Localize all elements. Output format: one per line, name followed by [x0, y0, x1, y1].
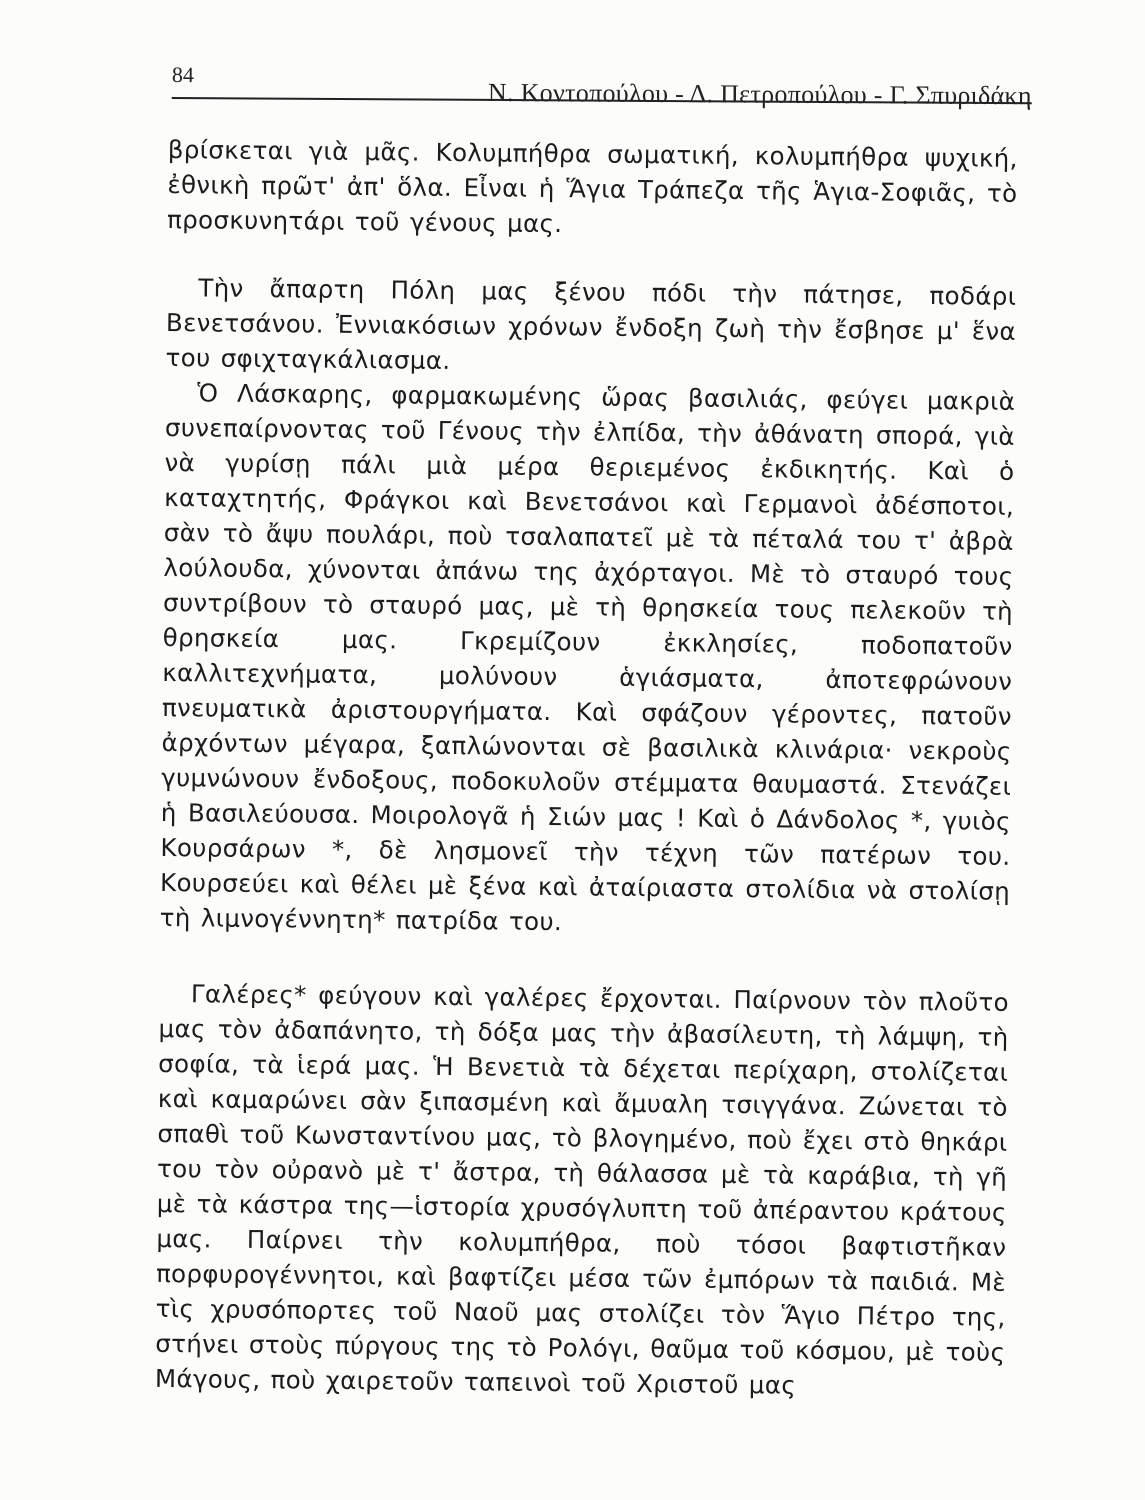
- running-head-authors: Ν. Κοντοπούλου - Δ. Πετροπούλου - Γ. Σπυριδάκη: [487, 77, 1032, 111]
- page-number: 84: [171, 61, 194, 88]
- paragraph-galleys: Γαλέρες* φεύγουν καὶ γαλέρες ἔρχονται. Παίρνουν τὸν πλοῦτο μας τὸν ἀδαπάνητο, τὴ δόξα μας τὴν ἀβασίλευτη, τὴ λάμψη, τὴ σοφία, τὰ ἱερά μας. Ἡ Βενετιὰ τὰ δέχεται περίχαρη, στολίζεται καὶ καμαρώνει σὰν ξιπασμένη καὶ ἄμυαλη τσιγγάνα. Ζώνεται τὸ σπαθὶ τοῦ Κωνσταντίνου μας, τὸ βλογημένο, ποὺ ἔχει στὸ θηκάρι του τὸν οὐρανὸ μὲ τ' ἄστρα, τὴ θάλασσα μὲ τὰ καράβια, τὴ γῆ μὲ τὰ κάστρα της—ἱστορία χρυσόγλυπτη τοῦ ἀπέραντου κράτους μας. Παίρνει τὴν κολυμπήθρα, ποὺ τόσοι βαφτιστῆκαν πορφυρογέννητοι, καὶ βαφτίζει μέσα τῶν ἐμπόρων τὰ παιδιά. Μὲ τὶς χρυσόπορτες τοῦ Ναοῦ μας στολίζει τὸν Ἅγιο Πέτρο της, στήνει στοὺς πύργους της τὸ Ρολόγι, θαῦμα τοῦ κόσμου, μὲ τοὺς Μάγους, ποὺ χαιρετοῦν ταπεινοὶ τοῦ Χριστοῦ μας: [154, 979, 1010, 1400]
- paragraph-laskaris: Ὁ Λάσκαρης, φαρμακωμένης ὥρας βασιλιάς, φεύγει μακριὰ συνεπαίρνοντας τοῦ Γένους τὴν ἐλπίδα, τὴν ἀθάνατη σπορά, γιὰ νὰ γυρίσῃ πάλι μιὰ μέρα θεριεμένος ἐκδικητής. Καὶ ὁ καταχτητής, Φράγκοι καὶ Βενετσάνοι καὶ Γερμανοὶ ἀδέσποτοι, σὰν τὸ ἄψυ πουλάρι, ποὺ τσαλαπατεῖ μὲ τὰ πέταλά του τ' ἀβρὰ λούλουδα, χύνονται ἀπάνω της ἀχόρταγοι. Μὲ τὸ σταυρό τους συντρίβουν τὸ σταυρό μας, μὲ τὴ θρησκεία τους πελεκοῦν τὴ θρησκεία μας. Γκρεμίζουν ἐκκλησίες, ποδοπατοῦν καλλιτεχνήματα, μολύνουν ἁγιάσματα, ἀποτεφρώνουν πνευματικὰ ἀριστουργήματα. Καὶ σφάζουν γέροντες, πατοῦν ἀρχόντων μέγαρα, ξαπλώνονται σὲ βασιλικὰ κλινάρια· νεκροὺς γυμνώνουν ἔνδοξους, ποδοκυλοῦν στέμματα θαυμαστά. Στενάζει ἡ Βασιλεύουσα. Μοιρολογᾶ ἡ Σιών μας ! Καὶ ὁ Δάνδολος *, γυιὸς Κουρσάρων *, δὲ λησμονεῖ τὴν τέχνη τῶν πατέρων του. Κουρσεύει καὶ θέλει μὲ ξένα καὶ ἀταίριαστα στολίδια νὰ στολίσῃ τὴ λιμνογέννητη* πατρίδα του.: [159, 378, 1016, 937]
- page-header: [172, 58, 1032, 115]
- paragraph-city-fall: Τὴν ἄπαρτη Πόλη μας ξένου πόδι τὴν πάτησε, ποδάρι Βενετσάνου. Ἐννιακόσιων χρόνων ἔνδοξη ζωὴ τὴν ἔσβησε μ' ἕνα του σφιχταγκάλιασμα.: [165, 273, 1017, 375]
- page-body: [155, 132, 1018, 1405]
- paragraph-continuation: βρίσκεται γιὰ μᾶς. Κολυμπήθρα σωματική, κολυμπήθρα ψυχική, ἐθνικὴ πρῶτ' ἀπ' ὅλα. Εἶναι ἡ Ἅγια Τράπεζα τῆς Ἁγια-Σοφιᾶς, τὸ προσκυνητάρι τοῦ γένους μας.: [166, 134, 1018, 239]
